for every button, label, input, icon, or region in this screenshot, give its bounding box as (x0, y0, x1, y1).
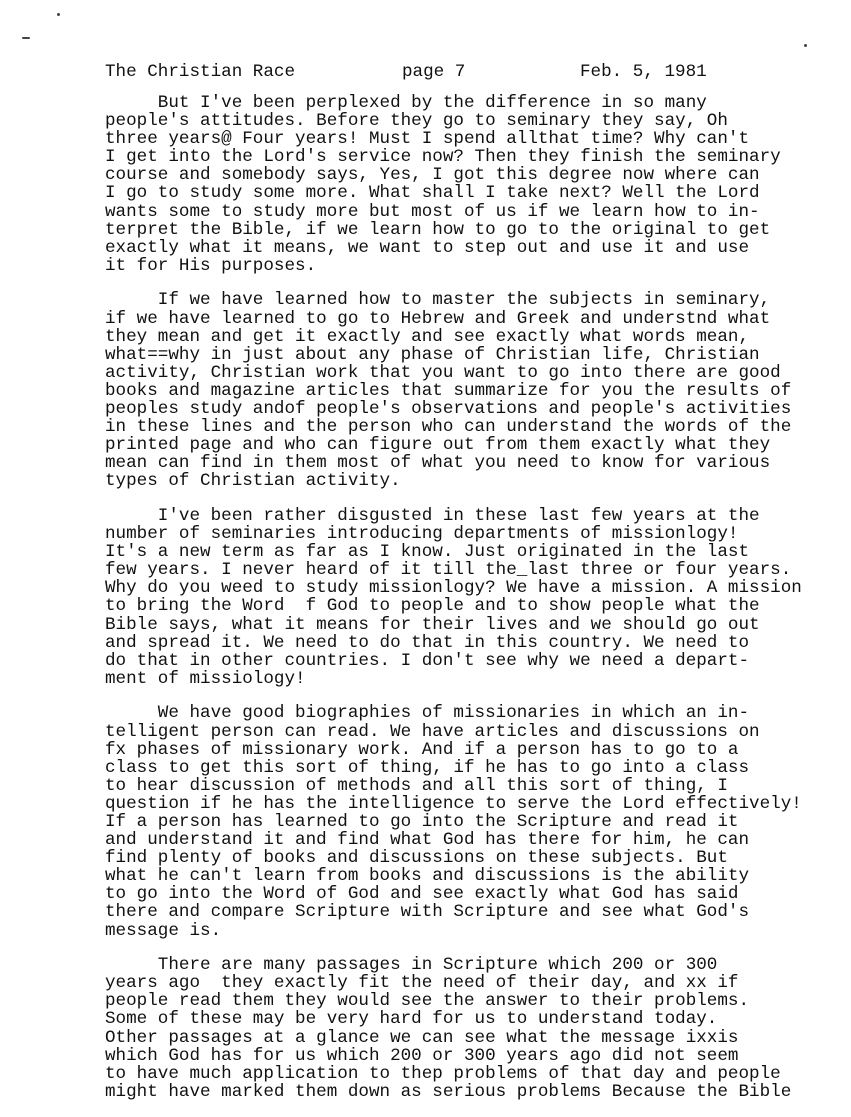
text-line: I go to study some more. What shall I take next? Well the Lord (105, 183, 760, 204)
text-line: in these lines and the person who can understand the words of the (105, 417, 792, 438)
stray-mark (22, 37, 30, 39)
text-line: Bible says, what it means for their lives and we should go out (105, 614, 760, 635)
text-line: ment of missiology! (105, 668, 306, 689)
text-line: to hear discussion of methods and all this sort of thing, I (105, 775, 728, 796)
text-line: if we have learned to go to Hebrew and Greek and understnd what (105, 308, 771, 329)
text-line: what he can't learn from books and discussions is the ability (105, 866, 750, 887)
text-line: few years. I never heard of it till the_last three or four years. (105, 560, 792, 581)
paragraph (105, 956, 802, 1101)
text-line: and spread it. We need to do that in this country. We need to (105, 632, 750, 653)
text-line: years ago they exactly fit the need of their day, and xx if (105, 973, 739, 994)
text-line: There are many passages in Scripture which 200 or 300 (105, 955, 718, 976)
text-line: printed page and who can figure out from them exactly what they (105, 435, 771, 456)
text-line: which God has for us which 200 or 300 years ago did not seem (105, 1045, 739, 1066)
text-line: do that in other countries. I don't see why we need a depart- (105, 650, 750, 671)
document-date: Feb. 5, 1981 (580, 62, 707, 82)
text-line: wants some to study more but most of us if we learn how to in- (105, 201, 760, 222)
text-line: exactly what it means, we want to step out and use it and use (105, 237, 750, 258)
text-line: they mean and get it exactly and see exactly what words mean, (105, 326, 750, 347)
paragraph (105, 507, 802, 688)
text-line: it for His purposes. (105, 255, 317, 276)
text-line: find plenty of books and discussions on these subjects. But (105, 848, 728, 869)
text-line: Why do you weed to study missionlogy? We have a mission. A mission (105, 578, 802, 599)
text-line: there and compare Scripture with Scripture and see what God's (105, 902, 750, 923)
text-line: If we have learned how to master the subjects in seminary, (105, 290, 771, 311)
text-line: mean can find in them most of what you need to know for various (105, 453, 771, 474)
text-line: class to get this sort of thing, if he has to go into a class (105, 757, 750, 778)
text-line: to have much application to thep problems of that day and people (105, 1063, 781, 1084)
text-line: terpret the Bible, if we learn how to go to the original to get (105, 219, 771, 240)
text-line: and understand it and find what God has there for him, he can (105, 830, 750, 851)
text-line: We have good biographies of missionaries in which an in- (105, 703, 750, 724)
text-line: to bring the Word f God to people and to show people what the (105, 596, 760, 617)
text-line: number of seminaries introducing departments of missionlogy! (105, 524, 739, 545)
document-title: The Christian Race (105, 62, 296, 82)
text-line: what==why in just about any phase of Christian life, Christian (105, 344, 760, 365)
text-line: course and somebody says, Yes, I got this degree now where can (105, 165, 760, 186)
stray-mark (804, 44, 807, 47)
paragraph (105, 291, 802, 490)
text-line: But I've been perplexed by the difference in so many (105, 93, 707, 113)
text-line: types of Christian activity. (105, 471, 401, 492)
text-line: Other passages at a glance we can see what the message ixxis (105, 1027, 739, 1048)
text-line: It's a new term as far as I know. Just originated in the last (105, 542, 750, 563)
document-body (105, 94, 802, 1117)
text-line: Some of these may be very hard for us to understand today. (105, 1009, 718, 1030)
page-number: page 7 (402, 62, 466, 82)
text-line: people read them they would see the answer to their problems. (105, 991, 750, 1012)
text-line: telligent person can read. We have articles and discussions on (105, 721, 760, 742)
text-line: to go into the Word of God and see exactly what God has said (105, 884, 739, 905)
paragraph (105, 704, 802, 939)
text-line: question if he has the intelligence to serve the Lord effectively! (105, 793, 802, 814)
text-line: I get into the Lord's service now? Then they finish the seminary (105, 147, 781, 168)
text-line: fx phases of missionary work. And if a person has to go to a (105, 739, 739, 760)
text-line: books and magazine articles that summarize for you the results of (105, 380, 792, 401)
paragraph (105, 94, 802, 275)
text-line: If a person has learned to go into the Scripture and read it (105, 811, 739, 832)
text-line: I've been rather disgusted in these last few years at the (105, 505, 760, 526)
text-line: three years@ Four years! Must I spend allthat time? Why can't (105, 129, 750, 150)
text-line: peoples study andof people's observations and people's activities (105, 399, 792, 419)
stray-mark (57, 13, 60, 16)
text-line: activity, Christian work that you want to go into there are good (105, 362, 781, 383)
text-line: people's attitudes. Before they go to seminary they say, Oh (105, 111, 728, 132)
text-line: message is. (105, 920, 222, 941)
text-line: might have marked them down as serious problems Because the Bible (105, 1081, 792, 1102)
